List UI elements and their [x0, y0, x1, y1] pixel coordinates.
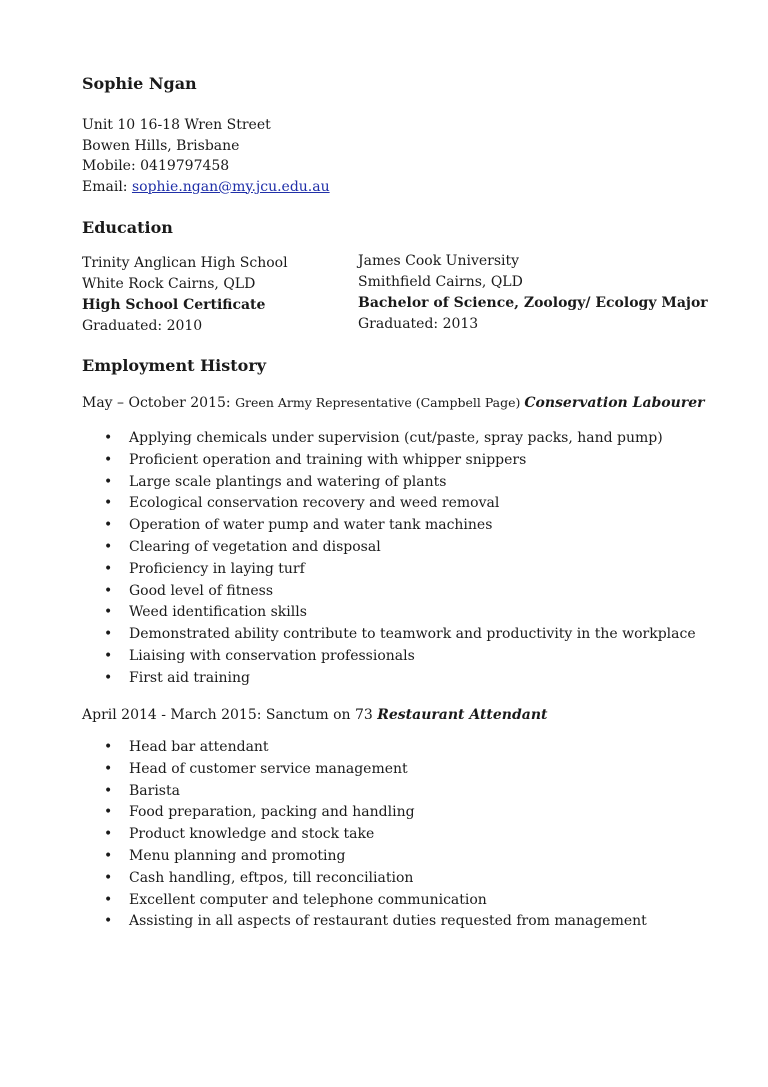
resume-name: Sophie Ngan	[82, 74, 197, 93]
job-period: April 2014 - March 2015: Sanctum on 73	[82, 707, 378, 723]
high-school-location: White Rock Cairns, QLD	[82, 276, 256, 292]
university-qualification: Bachelor of Science, Zoology/ Ecology Major	[358, 295, 708, 311]
duty-item: • Demonstrated ability contribute to teamwork and productivity in the workplace	[100, 624, 696, 646]
duty-item: • Large scale plantings and watering of plants	[100, 472, 696, 494]
education-university	[358, 251, 708, 335]
university-name: James Cook University	[358, 253, 520, 269]
job-heading	[82, 707, 547, 723]
duty-item: • Applying chemicals under supervision (cut/paste, spray packs, hand pump)	[100, 428, 696, 450]
email-label: Email:	[82, 178, 132, 195]
duty-item: • First aid training	[100, 668, 696, 690]
job-heading	[82, 395, 704, 411]
duty-item: • Excellent computer and telephone communication	[100, 890, 647, 912]
contact-block	[82, 115, 330, 197]
duty-item: • Barista	[100, 781, 647, 803]
email-line	[82, 177, 330, 198]
duty-item: • Cash handling, eftpos, till reconciliation	[100, 868, 647, 890]
duty-item: • Clearing of vegetation and disposal	[100, 537, 696, 559]
employment-heading: Employment History	[82, 356, 267, 375]
duty-item: • Proficiency in laying turf	[100, 559, 696, 581]
university-graduated: Graduated: 2013	[358, 316, 479, 332]
duty-item: • Operation of water pump and water tank machines	[100, 515, 696, 537]
email-link[interactable]: sophie.ngan@my.jcu.edu.au	[131, 178, 330, 195]
job-title: Conservation Labourer	[524, 395, 705, 411]
job-employer: Green Army Representative (Campbell Page)	[235, 395, 525, 410]
high-school-graduated: Graduated: 2010	[82, 318, 203, 334]
duty-item: • Liaising with conservation professionals	[100, 646, 696, 668]
address-line-1: Unit 10 16-18 Wren Street	[82, 117, 271, 133]
duty-item: • Good level of fitness	[100, 581, 696, 603]
duty-item: • Assisting in all aspects of restaurant duties requested from management	[100, 911, 647, 933]
duty-item: • Menu planning and promoting	[100, 846, 647, 868]
address-line-2: Bowen Hills, Brisbane	[82, 137, 240, 154]
job-duties-list	[100, 428, 696, 690]
job-period: May – October 2015:	[82, 395, 236, 411]
education-heading: Education	[82, 218, 173, 237]
education-high-school	[82, 253, 288, 337]
duty-item: • Proficient operation and training with whipper snippers	[100, 450, 696, 472]
duty-item: • Head of customer service management	[100, 759, 647, 781]
job-title: Restaurant Attendant	[377, 707, 548, 723]
duty-item: • Ecological conservation recovery and weed removal	[100, 493, 696, 515]
job-duties-list	[100, 737, 647, 933]
duty-item: • Food preparation, packing and handling	[100, 802, 647, 824]
mobile-number: Mobile: 0419797458	[82, 158, 230, 174]
duty-item: • Weed identification skills	[100, 602, 696, 624]
duty-item: • Product knowledge and stock take	[100, 824, 647, 846]
duty-item: • Head bar attendant	[100, 737, 647, 759]
high-school-name: Trinity Anglican High School	[82, 255, 288, 271]
university-location: Smithfield Cairns, QLD	[358, 274, 523, 290]
high-school-qualification: High School Certificate	[82, 297, 266, 313]
